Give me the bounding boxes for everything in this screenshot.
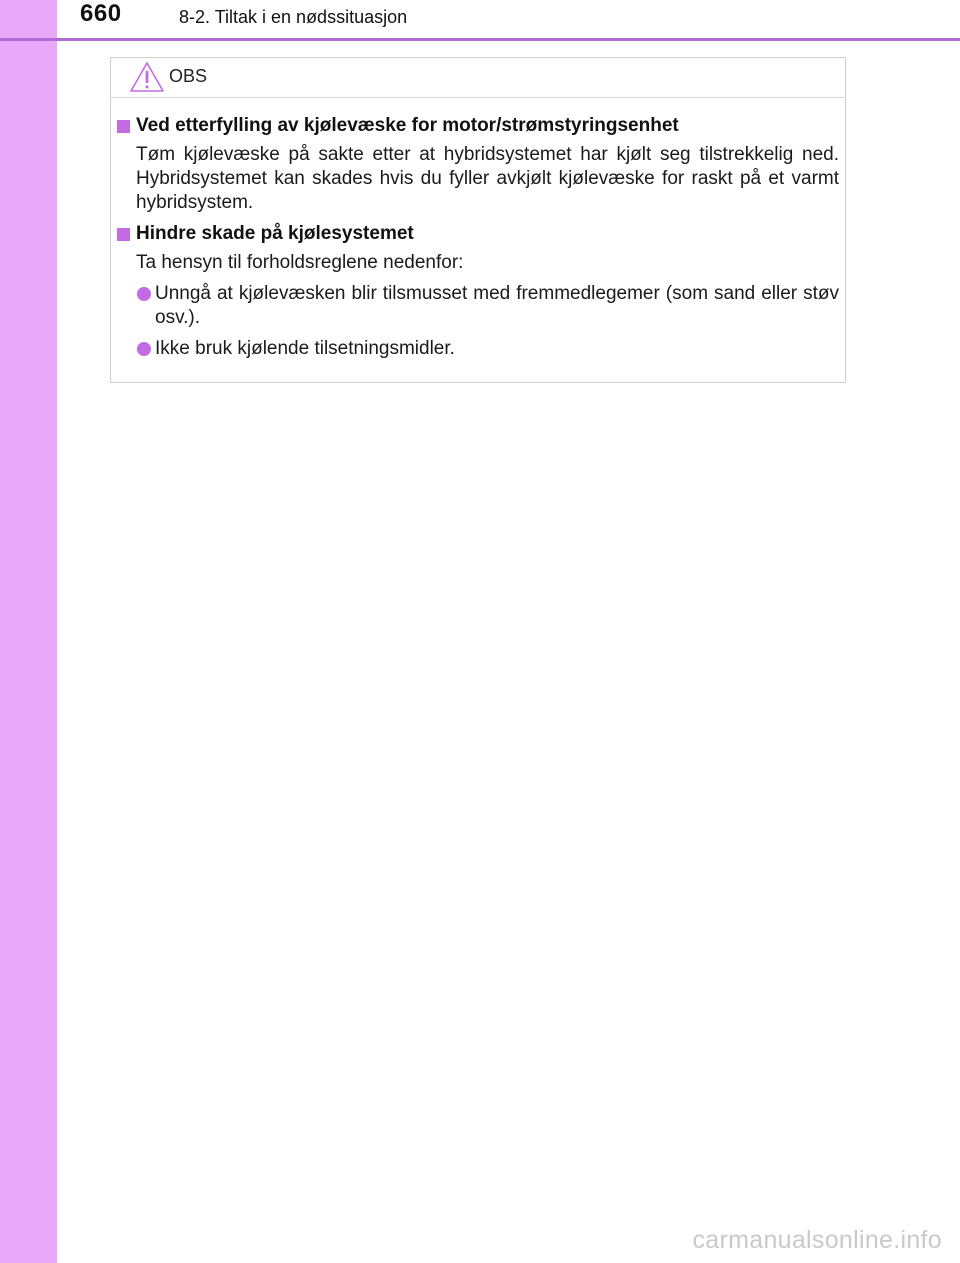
notice-header [111, 58, 845, 98]
round-bullet-icon [137, 342, 151, 356]
page-number: 660 [80, 0, 122, 27]
list-item [117, 337, 839, 361]
notice-label: OBS [169, 66, 208, 86]
notice-box [110, 57, 846, 383]
section-heading [117, 222, 839, 246]
section-title: 8-2. Tiltak i en nødssituasjon [179, 7, 408, 27]
section-heading-text: Hindre skade på kjølesystemet [136, 223, 414, 244]
side-bar [0, 0, 57, 1263]
notice-section-coolant-refill [117, 114, 839, 215]
section-paragraph: Tøm kjølevæske på sakte etter at hybridsystemet har kjølt seg tilstrekkelig ned. Hybridsystemet kan skades hvis du fyller avkjølt kjølevæske for raskt på et varmt hybridsystem. [136, 144, 839, 213]
header-rule [0, 38, 960, 41]
list-item-text: Unngå at kjølevæsken blir tilsmusset med fremmedlegemer (som sand eller støv osv.). [155, 283, 839, 328]
section-paragraph: Ta hensyn til forholdsreglene nedenfor: [136, 252, 464, 273]
section-heading [117, 114, 839, 138]
round-bullet-icon [137, 287, 151, 301]
warning-triangle-icon [129, 61, 165, 93]
watermark: carmanualsonline.info [692, 1226, 942, 1254]
square-bullet-icon [117, 120, 130, 133]
square-bullet-icon [117, 228, 130, 241]
section-heading-text: Ved etterfylling av kjølevæske for motor/strømstyringsenhet [136, 115, 679, 136]
notice-section-cooling-damage [117, 222, 839, 361]
list-item [117, 282, 839, 330]
list-item-text: Ikke bruk kjølende tilsetningsmidler. [155, 338, 455, 359]
